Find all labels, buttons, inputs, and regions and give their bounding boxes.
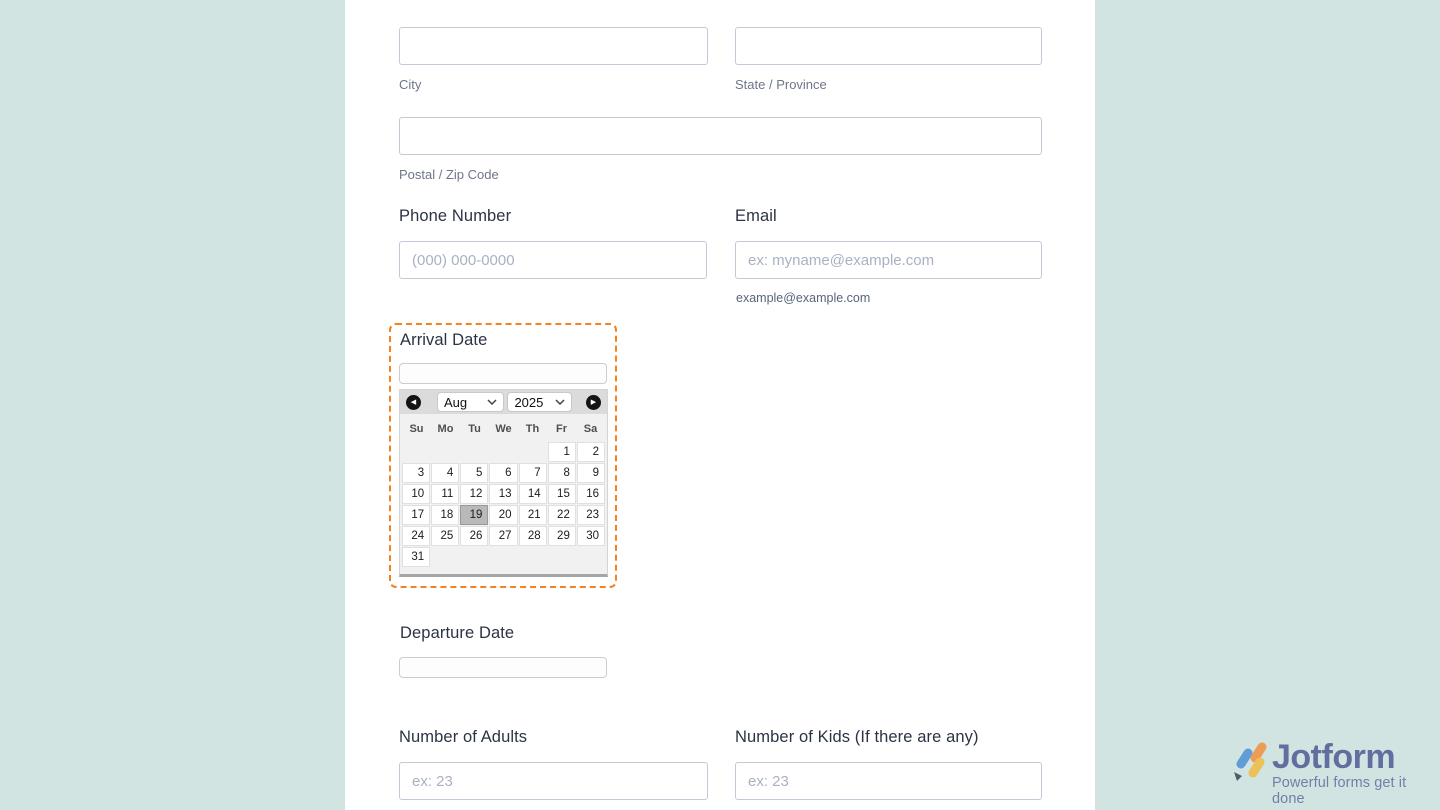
calendar-day-cell[interactable]: 23: [577, 505, 605, 525]
day-header: Tu: [468, 423, 481, 435]
departure-date-label: Departure Date: [400, 624, 515, 642]
calendar-day-cell[interactable]: 21: [519, 505, 547, 525]
postal-field-group: [399, 117, 1042, 182]
calendar-empty-cell: [489, 442, 517, 462]
calendar-empty-cell: [519, 547, 547, 567]
email-hint: example@example.com: [736, 291, 871, 305]
year-select-value: 2025: [514, 394, 544, 410]
email-label: Email: [735, 207, 777, 225]
calendar-day-cell[interactable]: 28: [519, 526, 547, 546]
kids-label: Number of Kids (If there are any): [735, 728, 979, 746]
email-input[interactable]: [735, 241, 1042, 279]
calendar-day-cell[interactable]: 30: [577, 526, 605, 546]
city-sublabel: City: [399, 77, 422, 92]
year-select[interactable]: [507, 392, 572, 412]
calendar-day-cell[interactable]: 13: [489, 484, 517, 504]
calendar-day-headers: [400, 414, 607, 441]
month-select[interactable]: [437, 392, 504, 412]
next-arrow-icon: ▶: [590, 398, 597, 406]
calendar-day-cell[interactable]: 25: [431, 526, 459, 546]
calendar-day-cell[interactable]: 5: [460, 463, 488, 483]
departure-date-input[interactable]: [399, 657, 607, 678]
day-header: Mo: [437, 423, 454, 435]
calendar-day-cell[interactable]: 26: [460, 526, 488, 546]
calendar-day-cell[interactable]: 1: [548, 442, 576, 462]
calendar-empty-cell: [431, 442, 459, 462]
calendar-day-cell[interactable]: 31: [402, 547, 430, 567]
kids-input[interactable]: [735, 762, 1042, 800]
prev-month-button[interactable]: [406, 395, 421, 410]
prev-arrow-icon: ◀: [410, 398, 417, 406]
calendar-day-cell[interactable]: 2: [577, 442, 605, 462]
calendar-empty-cell: [460, 442, 488, 462]
calendar-empty-cell: [548, 547, 576, 567]
calendar-day-cell[interactable]: 29: [548, 526, 576, 546]
postal-input[interactable]: [399, 117, 1042, 155]
day-header: Su: [409, 423, 424, 435]
calendar-day-cell[interactable]: 19: [460, 505, 488, 525]
calendar-empty-cell: [519, 442, 547, 462]
adults-label: Number of Adults: [399, 728, 528, 746]
jotform-logo[interactable]: [1231, 740, 1440, 807]
calendar-empty-cell: [460, 547, 488, 567]
postal-sublabel: Postal / Zip Code: [399, 167, 499, 182]
arrival-date-input[interactable]: [399, 363, 607, 384]
phone-label: Phone Number: [399, 207, 512, 225]
state-sublabel: State / Province: [735, 77, 827, 92]
calendar-day-cell[interactable]: 8: [548, 463, 576, 483]
calendar-day-cell[interactable]: 24: [402, 526, 430, 546]
calendar-day-cell[interactable]: 9: [577, 463, 605, 483]
calendar-day-cell[interactable]: 15: [548, 484, 576, 504]
calendar-empty-cell: [431, 547, 459, 567]
day-header: Fr: [556, 423, 567, 435]
chevron-down-icon: [555, 399, 565, 405]
calendar-day-cell[interactable]: 7: [519, 463, 547, 483]
calendar-empty-cell: [489, 547, 517, 567]
chevron-down-icon: [487, 399, 497, 405]
state-input[interactable]: [735, 27, 1042, 65]
calendar-day-cell[interactable]: 27: [489, 526, 517, 546]
logo-tagline: Powerful forms get it done: [1272, 775, 1407, 807]
city-input[interactable]: [399, 27, 708, 65]
calendar-day-cell[interactable]: 4: [431, 463, 459, 483]
adults-input[interactable]: [399, 762, 708, 800]
calendar-empty-cell: [402, 442, 430, 462]
day-header: Sa: [583, 423, 598, 435]
calendar-day-cell[interactable]: 16: [577, 484, 605, 504]
calendar-day-cell[interactable]: 11: [431, 484, 459, 504]
calendar-empty-cell: [577, 547, 605, 567]
calendar-day-cell[interactable]: 17: [402, 505, 430, 525]
calendar-day-cell[interactable]: 18: [431, 505, 459, 525]
arrival-date-label: Arrival Date: [400, 331, 488, 349]
calendar-day-cell[interactable]: 14: [519, 484, 547, 504]
city-field-group: [399, 27, 708, 92]
jotform-pencil-icon: [1231, 742, 1269, 784]
calendar-day-cell[interactable]: 12: [460, 484, 488, 504]
phone-input[interactable]: [399, 241, 707, 279]
month-select-value: Aug: [444, 394, 468, 410]
calendar-day-cell[interactable]: 10: [402, 484, 430, 504]
datepicker-calendar: [399, 389, 608, 577]
calendar-day-cell[interactable]: 20: [489, 505, 517, 525]
calendar-day-cell[interactable]: 6: [489, 463, 517, 483]
state-field-group: [735, 27, 1042, 92]
next-month-button[interactable]: [586, 395, 601, 410]
calendar-day-cell[interactable]: 3: [402, 463, 430, 483]
day-header: Th: [525, 423, 540, 435]
logo-text-column: [1272, 740, 1440, 807]
calendar-header: [400, 390, 607, 414]
calendar-grid: [400, 441, 607, 574]
day-header: We: [495, 423, 512, 435]
calendar-day-cell[interactable]: 22: [548, 505, 576, 525]
logo-wordmark: Jotform: [1272, 738, 1396, 776]
